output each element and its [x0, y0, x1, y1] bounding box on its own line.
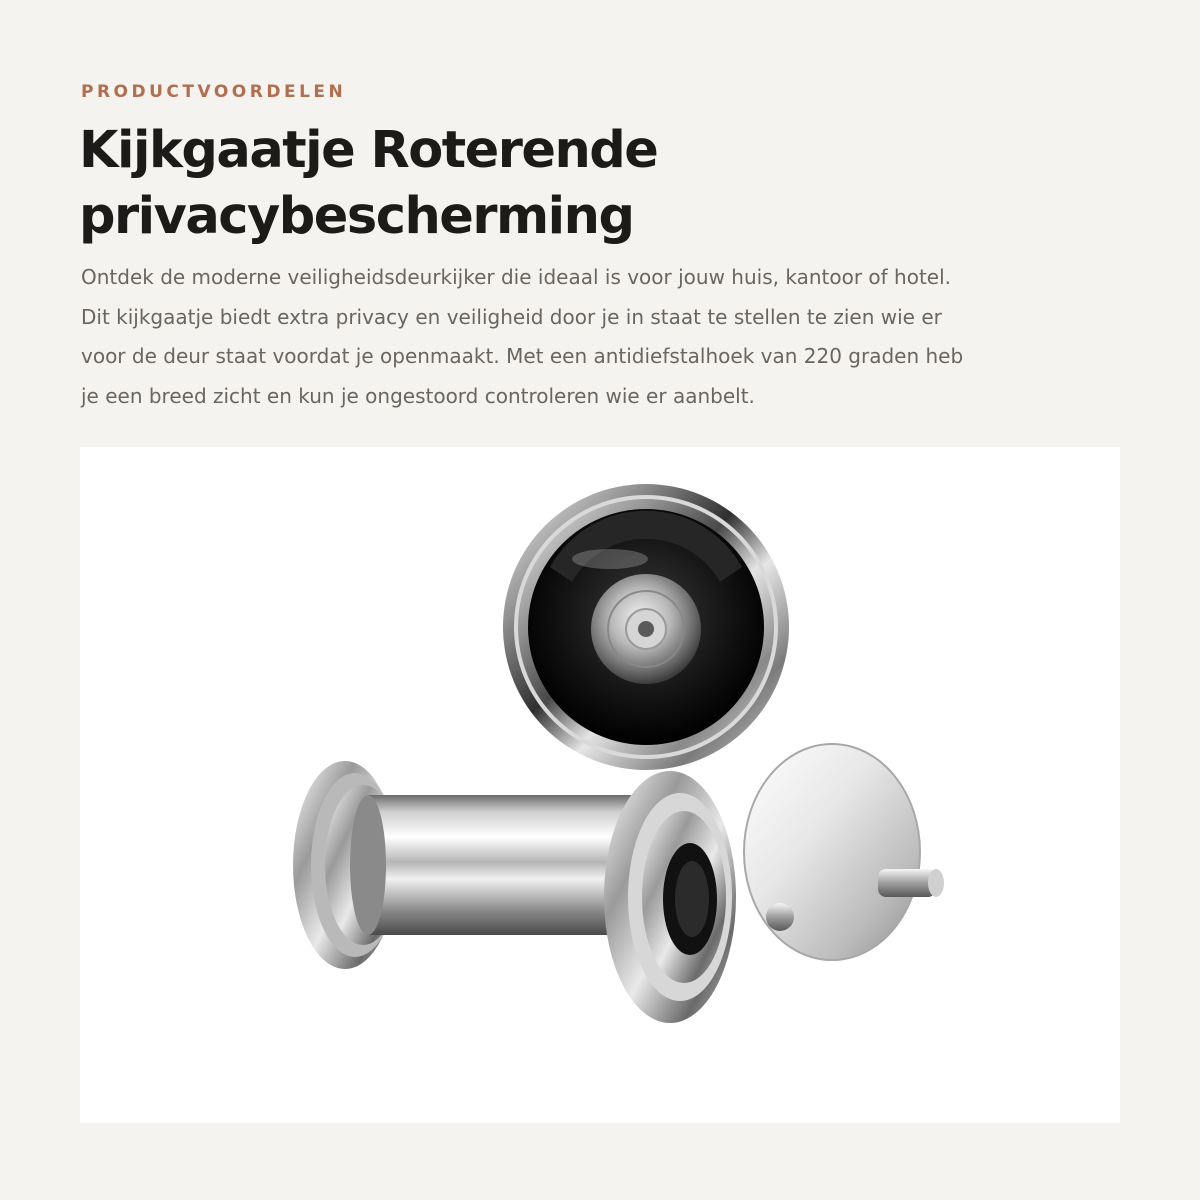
description-line-1: Ontdek de moderne veiligheidsdeurkijker die ideaal is voor jouw huis, kantoor of hotel. [81, 265, 951, 289]
eyebrow-label: PRODUCTVOORDELEN [81, 82, 347, 102]
title-line-2: privacybescherming [79, 187, 634, 246]
page-title [79, 118, 1139, 250]
peephole-illustration [80, 447, 1120, 1123]
title-line-1: Kijkgaatje Roterende [79, 121, 658, 180]
description-line-3: voor de deur staat voordat je openmaakt. Met een antidiefstalhoek van 220 graden heb [81, 344, 964, 368]
description-line-4: je een breed zicht en kun je ongestoord controleren wie er aanbelt. [81, 383, 755, 408]
description-line-2: Dit kijkgaatje biedt extra privacy en veiligheid door je in staat te stellen te zien wie er [81, 304, 942, 329]
peephole-side-view [293, 744, 944, 1023]
product-image [80, 447, 1120, 1123]
lens-front-view [503, 484, 789, 770]
product-description [81, 258, 1141, 416]
